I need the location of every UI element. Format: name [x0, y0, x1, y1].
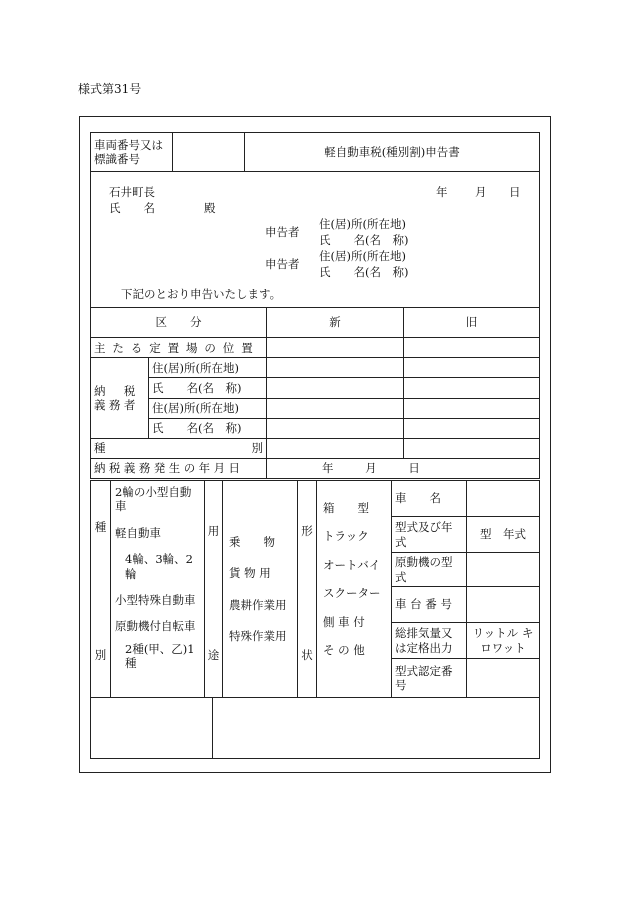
taxpayer-name-old-field[interactable]	[404, 378, 540, 398]
taxpayer-name-label-new: 氏 名(名 称)	[149, 378, 267, 398]
remarks-table	[90, 697, 540, 759]
date-year: 年	[322, 461, 334, 476]
declarant-name-label-1: 氏 名(名 称)	[319, 233, 409, 247]
plate-number-field[interactable]	[173, 133, 245, 172]
row-taxpayer-label: 納 税義務者	[91, 358, 149, 438]
location-new-field[interactable]	[267, 338, 404, 358]
taxpayer-addr-old-field[interactable]	[404, 358, 540, 378]
row-location-label: 主たる定置場の位置	[91, 338, 267, 358]
remarks-right-field[interactable]	[213, 698, 540, 759]
chassis-number-field[interactable]	[467, 587, 540, 623]
type-item-1: 2輪の小型自動車	[115, 485, 192, 514]
field-model-label: 型式及び年式	[392, 517, 467, 553]
displacement-field[interactable]: リットル キロワット	[467, 623, 540, 659]
taxpayer-addr-new-field[interactable]	[267, 358, 404, 378]
shape-item-4: スクーター	[323, 586, 381, 601]
type-item-2: 軽自動車	[115, 525, 161, 540]
date-day-label: 日	[509, 185, 521, 199]
shape-kei: 形	[301, 524, 313, 538]
honorific: 殿	[204, 201, 216, 215]
addressee-line: 石井町長	[109, 185, 155, 199]
engine-model-field[interactable]	[467, 553, 540, 587]
declarant-addr-label-2: 住(居)所(所在地)	[319, 249, 406, 263]
taxpayer-addr2-old-field[interactable]	[404, 398, 540, 418]
use-item-1: 乗 物	[229, 535, 275, 549]
header-table	[90, 132, 540, 172]
declarant-label-2: 申告者	[265, 257, 300, 271]
declarant-addr-label-1: 住(居)所(所在地)	[319, 217, 406, 231]
cert-number-field[interactable]	[467, 659, 540, 698]
field-displacement-label: 総排気量又は定格出力	[392, 623, 467, 659]
vehicle-shapes	[317, 481, 392, 698]
type-shu: 種	[94, 520, 107, 534]
detail-table	[90, 480, 540, 698]
taxpayer-name-label-old: 氏 名(名 称)	[149, 418, 267, 438]
shape-item-2: トラック	[323, 529, 369, 544]
row-type-label	[91, 438, 267, 458]
form-title: 軽自動車税(種別割)申告書	[245, 133, 540, 172]
model-year-field[interactable]: 型 年式	[467, 517, 540, 553]
date-year-label: 年	[436, 185, 448, 199]
taxpayer-addr2-new-field[interactable]	[267, 398, 404, 418]
shape-jou: 状	[301, 647, 313, 662]
addressee-name-label: 氏 名	[109, 201, 155, 215]
statement: 下記のとおり申告いたします。	[121, 287, 282, 301]
col-new: 新	[267, 308, 404, 338]
address-block	[90, 172, 540, 307]
field-chassis-label: 車 台 番 号	[392, 587, 467, 623]
use-item-3: 農耕作業用	[229, 597, 287, 612]
taxpayer-addr-label-old: 住(居)所(所在地)	[149, 398, 267, 418]
declarant-label-1: 申告者	[265, 225, 300, 239]
date-month: 月	[365, 461, 377, 476]
shape-item-6: そ の 他	[323, 642, 365, 657]
shape-item-5: 側 車 付	[323, 614, 365, 629]
vehicle-uses	[223, 481, 298, 698]
date-day: 日	[408, 461, 420, 476]
row-date-label: 納税義務発生の年月日	[91, 458, 267, 478]
date-month-label: 月	[475, 185, 487, 199]
shape-item-1: 箱 型	[323, 501, 369, 515]
plate-label: 車両番号又は標識番号	[91, 133, 173, 172]
vehicle-types	[111, 481, 205, 698]
type-vertical-label	[91, 481, 111, 698]
type-item-5: 原動機付自転車	[115, 619, 196, 634]
col-old: 旧	[404, 308, 540, 338]
shape-vertical-label	[298, 481, 317, 698]
use-to: 途	[207, 647, 220, 662]
row-type-a: 種	[94, 441, 106, 456]
type-item-4: 小型特殊自動車	[115, 592, 196, 607]
use-item-4: 特殊作業用	[229, 629, 287, 644]
type-item-3: 4輪、3輪、2輪	[125, 552, 193, 581]
type-old-field[interactable]	[404, 438, 540, 458]
main-table	[90, 307, 540, 479]
taxpayer-name2-new-field[interactable]	[267, 418, 404, 438]
taxpayer-name2-old-field[interactable]	[404, 418, 540, 438]
remarks-left-field[interactable]	[91, 698, 213, 759]
row-type-b: 別	[251, 441, 263, 456]
location-old-field[interactable]	[404, 338, 540, 358]
use-item-2: 貨 物 用	[229, 566, 271, 581]
taxpayer-addr-label-new: 住(居)所(所在地)	[149, 358, 267, 378]
field-car-name-label: 車 名	[392, 481, 467, 517]
field-engine-label: 原動機の型式	[392, 553, 467, 587]
form-number: 様式第31号	[78, 82, 142, 96]
date-field[interactable]	[267, 458, 540, 478]
use-you: 用	[207, 524, 220, 538]
type-item-6: 2種(甲、乙)1種	[125, 641, 195, 670]
car-name-field[interactable]	[467, 481, 540, 517]
col-kubun: 区 分	[91, 308, 267, 338]
field-cert-label: 型式認定番号	[392, 659, 467, 698]
declarant-name-label-2: 氏 名(名 称)	[319, 265, 409, 279]
type-betsu: 別	[94, 647, 107, 662]
shape-item-3: オートバイ	[323, 557, 381, 572]
taxpayer-name-new-field[interactable]	[267, 378, 404, 398]
use-vertical-label	[205, 481, 223, 698]
type-new-field[interactable]	[267, 438, 404, 458]
